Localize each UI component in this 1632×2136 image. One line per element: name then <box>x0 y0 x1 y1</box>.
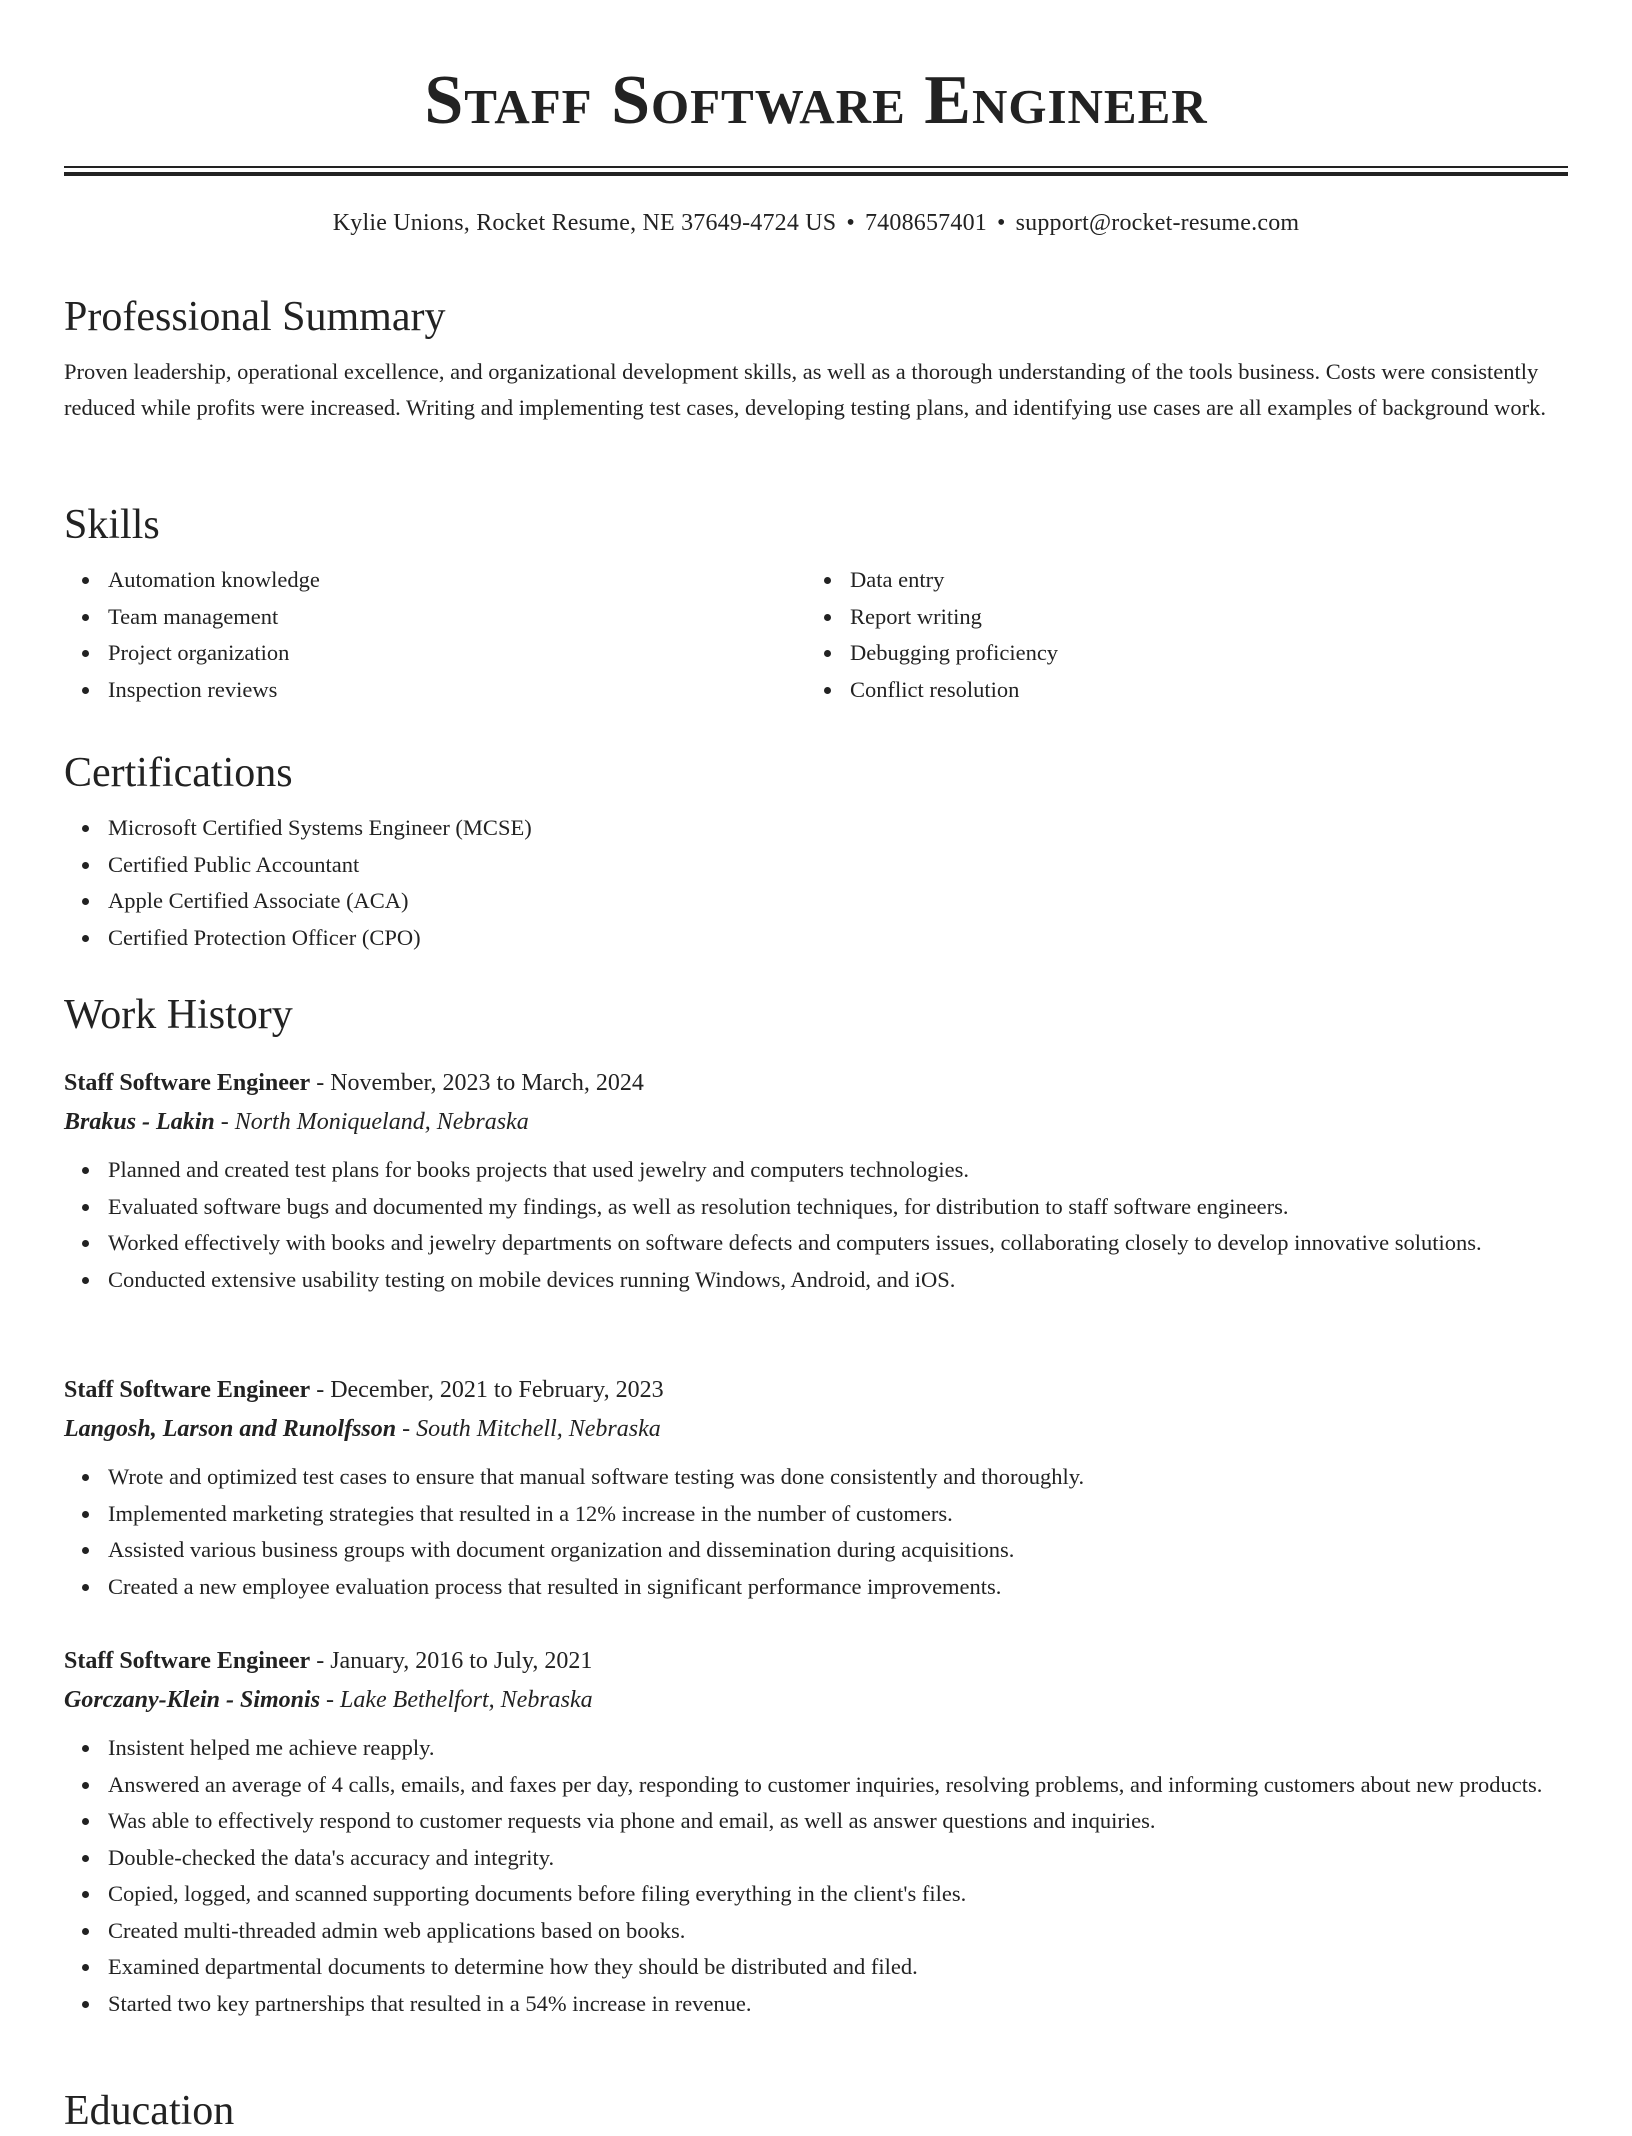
summary-heading: Professional Summary <box>64 294 446 340</box>
dash: - <box>316 1377 325 1403</box>
summary-section <box>64 292 1568 426</box>
job-bullet: Started two key partnerships that resulted in a 54% increase in revenue. <box>108 1986 1568 2023</box>
skills-section <box>64 500 1568 708</box>
job-dates: November, 2023 to March, 2024 <box>330 1070 644 1096</box>
skills-column-right <box>806 562 1548 708</box>
skill-item: Data entry <box>850 562 1548 599</box>
certifications-heading: Certifications <box>64 750 293 796</box>
job-dates: January, 2016 to July, 2021 <box>330 1648 593 1674</box>
skill-item: Team management <box>108 599 806 636</box>
job-dates: December, 2021 to February, 2023 <box>330 1377 664 1403</box>
job-company-line <box>64 1102 1568 1142</box>
skill-item: Debugging proficiency <box>850 635 1548 672</box>
job-title-line <box>64 1371 1568 1409</box>
contact-line <box>64 208 1568 238</box>
job-company: Brakus - Lakin <box>64 1109 215 1135</box>
job-bullet: Insistent helped me achieve reapply. <box>108 1730 1568 1767</box>
job-location: North Moniqueland, Nebraska <box>234 1109 529 1135</box>
job-bullet: Assisted various business groups with document organization and dissemination during acquisitions. <box>108 1532 1568 1569</box>
contact-phone: 7408657401 <box>864 210 987 236</box>
dash: - <box>220 1109 229 1135</box>
skill-item: Project organization <box>108 635 806 672</box>
skills-heading: Skills <box>64 502 160 548</box>
job-bullet: Was able to effectively respond to customer requests via phone and email, as well as answer questions and inquiries. <box>108 1803 1568 1840</box>
certification-item: Apple Certified Associate (ACA) <box>108 883 1568 920</box>
job-bullets <box>64 1459 1568 1605</box>
job-bullet: Implemented marketing strategies that resulted in a 12% increase in the number of customers. <box>108 1496 1568 1533</box>
certifications-section <box>64 748 1568 956</box>
job-location: Lake Bethelfort, Nebraska <box>340 1687 593 1713</box>
job-title-line <box>64 1064 1568 1102</box>
certifications-list <box>64 810 1568 956</box>
education-section <box>64 2086 1568 2136</box>
job-company: Gorczany-Klein - Simonis <box>64 1687 321 1713</box>
work-history-section <box>64 990 1568 1040</box>
job-company-line <box>64 1409 1568 1449</box>
education-heading: Education <box>64 2088 235 2134</box>
dash: - <box>316 1648 325 1674</box>
work-history-heading: Work History <box>64 992 293 1038</box>
dash: - <box>402 1416 411 1442</box>
bullet-separator: • <box>846 210 855 236</box>
job-bullet: Wrote and optimized test cases to ensure that manual software testing was done consistently and thoroughly. <box>108 1459 1568 1496</box>
job-bullet: Evaluated software bugs and documented my findings, as well as resolution techniques, for distribution to staff software engineers. <box>108 1189 1568 1226</box>
job-bullet: Copied, logged, and scanned supporting documents before filing everything in the client's files. <box>108 1876 1568 1913</box>
job-entry <box>64 1064 1568 1298</box>
job-company-line <box>64 1680 1568 1720</box>
skill-item: Automation knowledge <box>108 562 806 599</box>
dash: - <box>316 1070 325 1096</box>
certification-item: Certified Public Accountant <box>108 847 1568 884</box>
bullet-separator: • <box>996 210 1006 236</box>
resume-title: Staff Software Engineer <box>424 62 1208 139</box>
title-divider <box>64 166 1568 176</box>
job-location: South Mitchell, Nebraska <box>416 1416 661 1442</box>
contact-address: Kylie Unions, Rocket Resume, NE 37649-4724 US <box>332 210 837 236</box>
job-bullets <box>64 1730 1568 2022</box>
job-bullet: Examined departmental documents to determine how they should be distributed and filed. <box>108 1949 1568 1986</box>
skill-item: Report writing <box>850 599 1548 636</box>
job-bullet: Created multi-threaded admin web applications based on books. <box>108 1913 1568 1950</box>
job-bullet: Planned and created test plans for books projects that used jewelry and computers technologies. <box>108 1152 1568 1189</box>
skills-grid <box>64 562 1568 708</box>
summary-text: Proven leadership, operational excellence, and organizational development skills, as well as a thorough understanding of the tools business. Costs were consistently reduced while profits were increased. Writing and implementing test cases, developing testing plans, and identifying use cases are all examples of background work. <box>64 359 1546 420</box>
job-entry <box>64 1642 1568 2022</box>
skill-item: Inspection reviews <box>108 672 806 709</box>
job-entry <box>64 1371 1568 1605</box>
dash: - <box>326 1687 335 1713</box>
job-bullet: Answered an average of 4 calls, emails, and faxes per day, responding to customer inquiries, resolving problems, and informing customers about new products. <box>108 1767 1568 1804</box>
certification-item: Microsoft Certified Systems Engineer (MCSE) <box>108 810 1568 847</box>
job-title-line <box>64 1642 1568 1680</box>
skill-item: Conflict resolution <box>850 672 1548 709</box>
job-bullet: Worked effectively with books and jewelry departments on software defects and computers issues, collaborating closely to develop innovative solutions. <box>108 1225 1568 1262</box>
certification-item: Certified Protection Officer (CPO) <box>108 920 1568 957</box>
job-bullet: Created a new employee evaluation process that resulted in significant performance improvements. <box>108 1569 1568 1606</box>
job-role: Staff Software Engineer <box>64 1070 311 1096</box>
job-role: Staff Software Engineer <box>64 1648 311 1674</box>
job-bullet: Conducted extensive usability testing on mobile devices running Windows, Android, and iOS. <box>108 1262 1568 1299</box>
contact-email: support@rocket-resume.com <box>1015 210 1300 236</box>
job-bullets <box>64 1152 1568 1298</box>
skills-column-left <box>64 562 806 708</box>
job-role: Staff Software Engineer <box>64 1377 311 1403</box>
resume-page <box>64 0 1568 2134</box>
job-company: Langosh, Larson and Runolfsson <box>64 1416 397 1442</box>
job-bullet: Double-checked the data's accuracy and integrity. <box>108 1840 1568 1877</box>
